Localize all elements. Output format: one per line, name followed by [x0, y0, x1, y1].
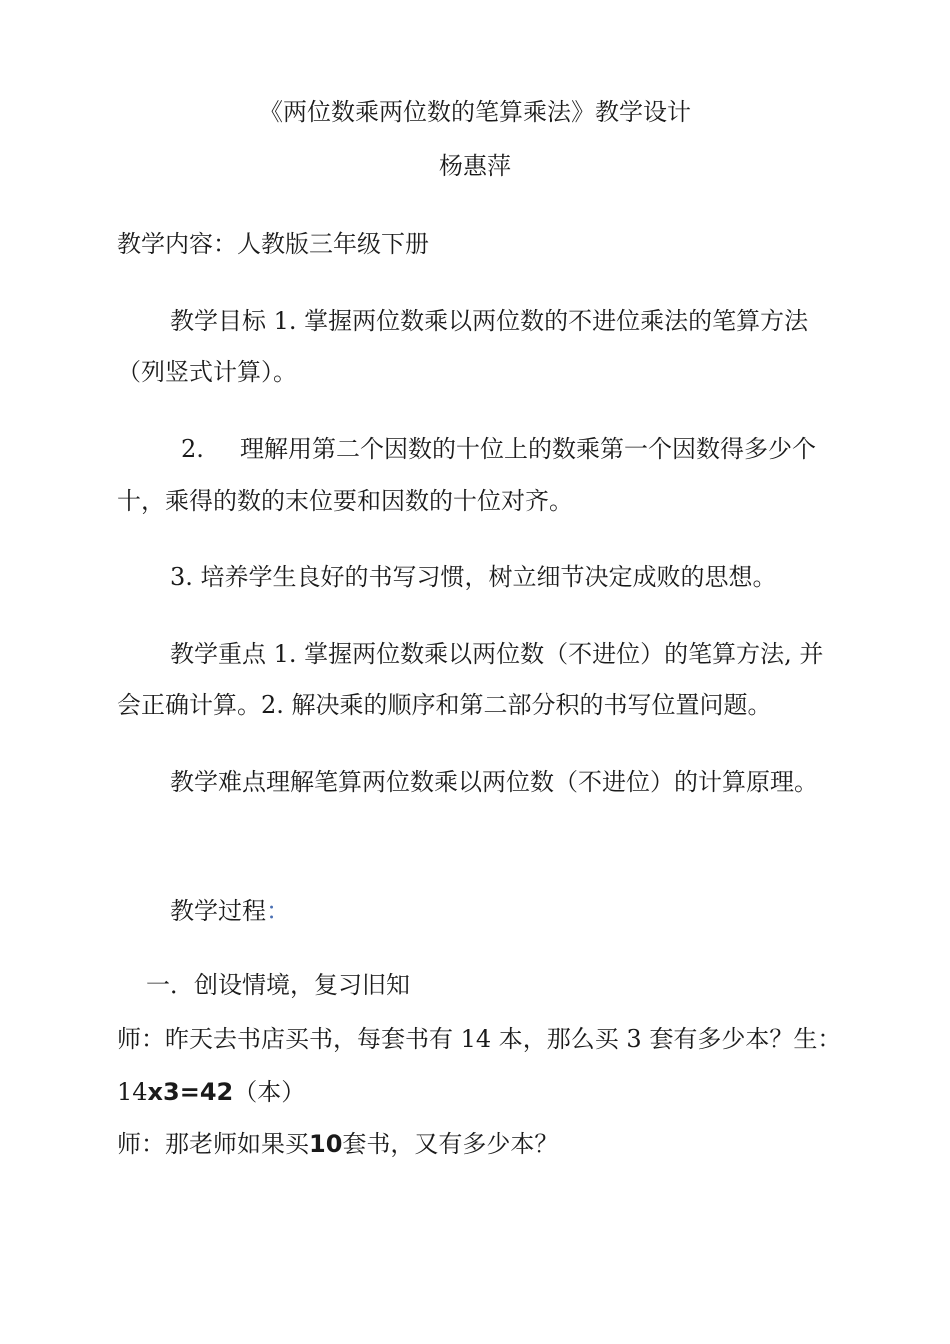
- teaching-goal-2-line-1: 理解用第二个因数的十位上的数乘第一个因数得多少个: [240, 435, 816, 463]
- teaching-goal-3: 3. 培养学生良好的书写习惯，树立细节决定成败的思想。: [170, 563, 777, 591]
- document-title: 《两位数乘两位数的笔算乘法》教学设计: [259, 98, 691, 126]
- dialog-1-line-2: [117, 1077, 305, 1107]
- teaching-goal-2-line-2: 十，乘得的数的末位要和因数的十位对齐。: [117, 487, 573, 515]
- teaching-process-heading: [170, 896, 290, 926]
- teaching-goal-1-line-1: 教学目标 1. 掌握两位数乘以两位数的不进位乘法的笔算方法: [170, 307, 809, 335]
- dialog-1-line-1: 师：昨天去书店买书，每套书有 14 本，那么买 3 套有多少本？生：: [117, 1025, 842, 1053]
- teaching-content: 教学内容：人教版三年级下册: [117, 230, 429, 258]
- section-1-heading: 一．创设情境，复习旧知: [146, 971, 410, 999]
- teaching-key-points-line-1: 教学重点 1. 掌握两位数乘以两位数（不进位）的笔算方法, 并: [170, 640, 824, 668]
- teaching-goal-2-number: 2.: [181, 435, 204, 463]
- author-name: 杨惠萍: [439, 152, 511, 180]
- teaching-difficulty: 教学难点理解笔算两位数乘以两位数（不进位）的计算原理。: [170, 768, 818, 796]
- teaching-key-points-line-2: 会正确计算。2. 解决乘的顺序和第二部分积的书写位置问题。: [117, 691, 772, 719]
- dialog-1-equation: x3=42: [147, 1078, 234, 1106]
- teaching-goal-1-line-2: （列竖式计算）。: [117, 358, 297, 386]
- dialog-2-prefix: 师：那老师如果买: [117, 1130, 309, 1158]
- teaching-process-colon: ：: [266, 897, 290, 925]
- dialog-2: [117, 1129, 558, 1159]
- dialog-2-number: 10: [309, 1130, 343, 1158]
- dialog-1-unit: （本）: [233, 1078, 306, 1106]
- teaching-process-label: 教学过程: [170, 897, 266, 925]
- dialog-2-suffix: 套书，又有多少本？: [342, 1130, 559, 1158]
- dialog-1-number-14: 14: [117, 1078, 148, 1106]
